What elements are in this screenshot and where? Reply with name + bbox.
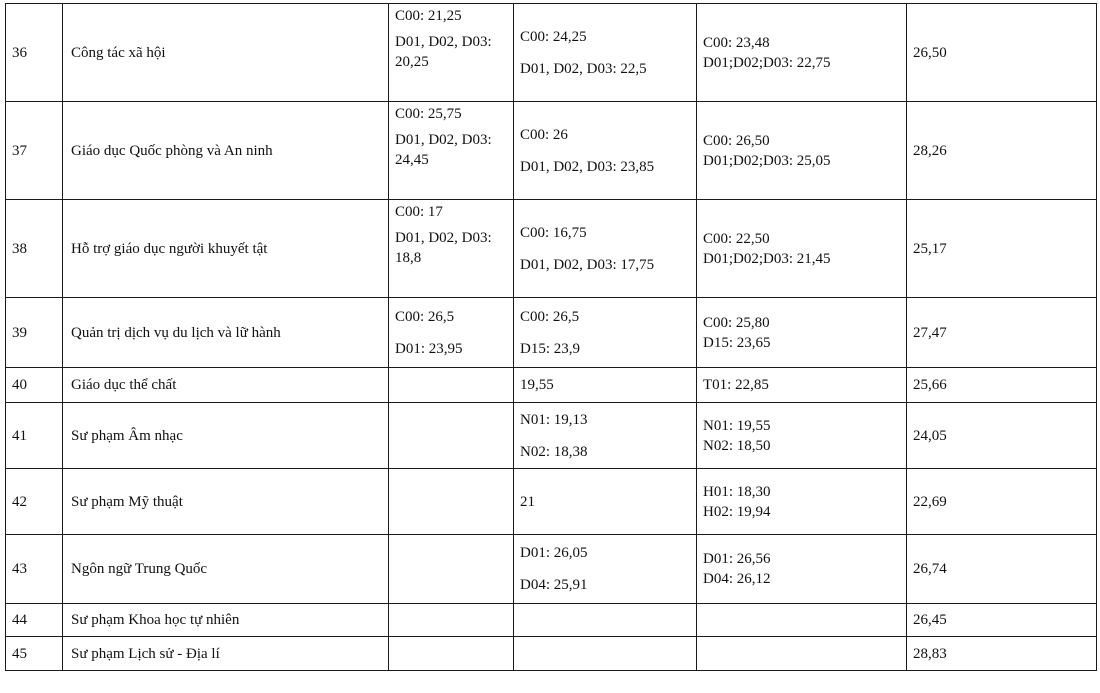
admission-scores-table bbox=[5, 3, 1097, 671]
table-row bbox=[6, 298, 1097, 368]
score-cell-year-3 bbox=[697, 637, 907, 671]
score-line: D15: 23,9 bbox=[520, 340, 580, 357]
row-number: 43 bbox=[6, 535, 63, 604]
score-line: D01, D02, D03: 22,5 bbox=[520, 60, 647, 77]
score-line: C00: 26 bbox=[520, 126, 568, 143]
major-name: Sư phạm Âm nhạc bbox=[63, 403, 389, 469]
score-cell-year-2 bbox=[514, 4, 697, 102]
score-cell-year-1 bbox=[389, 604, 514, 637]
major-name: Giáo dục Quốc phòng và An ninh bbox=[63, 102, 389, 200]
benchmark-score: 25,17 bbox=[907, 200, 1097, 298]
score-line: C00: 22,50 bbox=[703, 230, 770, 247]
score-line: C00: 23,48 bbox=[703, 34, 770, 51]
score-cell-year-1 bbox=[389, 535, 514, 604]
score-line: D01, D02, D03: 24,45 bbox=[395, 132, 492, 168]
score-line: C00: 16,75 bbox=[520, 224, 587, 241]
score-cell-year-3 bbox=[697, 298, 907, 368]
score-cell-year-1 bbox=[389, 4, 514, 102]
benchmark-score: 24,05 bbox=[907, 403, 1097, 469]
score-line: C00: 26,50 bbox=[703, 132, 770, 149]
table-row bbox=[6, 368, 1097, 403]
score-cell-year-2 bbox=[514, 102, 697, 200]
row-number: 45 bbox=[6, 637, 63, 671]
benchmark-score: 27,47 bbox=[907, 298, 1097, 368]
score-line: D01;D02;D03: 25,05 bbox=[703, 152, 831, 169]
score-cell-year-3 bbox=[697, 102, 907, 200]
score-cell-year-2 bbox=[514, 535, 697, 604]
benchmark-score: 28,83 bbox=[907, 637, 1097, 671]
score-cell-year-3 bbox=[697, 4, 907, 102]
benchmark-score: 26,74 bbox=[907, 535, 1097, 604]
score-cell-year-1 bbox=[389, 637, 514, 671]
score-cell-year-1 bbox=[389, 102, 514, 200]
score-cell-year-2 bbox=[514, 604, 697, 637]
score-line: N02: 18,50 bbox=[703, 437, 771, 454]
score-cell-year-3 bbox=[697, 368, 907, 403]
row-number: 38 bbox=[6, 200, 63, 298]
score-line: 21 bbox=[520, 493, 535, 510]
score-cell-year-3 bbox=[697, 535, 907, 604]
row-number: 40 bbox=[6, 368, 63, 403]
benchmark-score: 28,26 bbox=[907, 102, 1097, 200]
score-cell-year-3 bbox=[697, 200, 907, 298]
score-cell-year-1 bbox=[389, 469, 514, 535]
row-number: 36 bbox=[6, 4, 63, 102]
score-line: 19,55 bbox=[520, 377, 554, 393]
table-row bbox=[6, 604, 1097, 637]
row-number: 44 bbox=[6, 604, 63, 637]
score-cell-year-2 bbox=[514, 368, 697, 403]
score-cell-year-2 bbox=[514, 637, 697, 671]
score-line: D01: 26,05 bbox=[520, 545, 588, 561]
score-cell-year-1 bbox=[389, 368, 514, 403]
row-number: 37 bbox=[6, 102, 63, 200]
score-line: C00: 25,75 bbox=[395, 106, 462, 122]
table-row bbox=[6, 469, 1097, 535]
row-number: 41 bbox=[6, 403, 63, 469]
score-line: C00: 26,5 bbox=[520, 308, 580, 325]
score-cell-year-2 bbox=[514, 298, 697, 368]
score-line: N01: 19,55 bbox=[703, 417, 771, 434]
benchmark-score: 26,50 bbox=[907, 4, 1097, 102]
score-cell-year-2 bbox=[514, 403, 697, 469]
row-number: 42 bbox=[6, 469, 63, 535]
score-cell-year-3 bbox=[697, 469, 907, 535]
major-name: Công tác xã hội bbox=[63, 4, 389, 102]
score-line: D15: 23,65 bbox=[703, 334, 771, 351]
score-cell-year-3 bbox=[697, 403, 907, 469]
major-name: Ngôn ngữ Trung Quốc bbox=[63, 535, 389, 604]
major-name: Quản trị dịch vụ du lịch và lữ hành bbox=[63, 298, 389, 368]
row-number: 39 bbox=[6, 298, 63, 368]
score-line: D01, D02, D03: 18,8 bbox=[395, 230, 492, 266]
score-line: D01: 23,95 bbox=[395, 340, 463, 357]
score-line: D04: 25,91 bbox=[520, 577, 588, 593]
score-line: D01, D02, D03: 23,85 bbox=[520, 158, 655, 175]
table-row bbox=[6, 535, 1097, 604]
score-line: N02: 18,38 bbox=[520, 443, 588, 460]
major-name: Hỗ trợ giáo dục người khuyết tật bbox=[63, 200, 389, 298]
table-row bbox=[6, 637, 1097, 671]
score-cell-year-1 bbox=[389, 403, 514, 469]
table-row bbox=[6, 102, 1097, 200]
score-cell-year-2 bbox=[514, 469, 697, 535]
major-name: Sư phạm Khoa học tự nhiên bbox=[63, 604, 389, 637]
table-row bbox=[6, 403, 1097, 469]
score-line: C00: 26,5 bbox=[395, 308, 455, 325]
score-cell-year-1 bbox=[389, 298, 514, 368]
score-line: C00: 17 bbox=[395, 204, 443, 220]
score-cell-year-1 bbox=[389, 200, 514, 298]
score-line: D01: 26,56 bbox=[703, 551, 771, 567]
benchmark-score: 25,66 bbox=[907, 368, 1097, 403]
score-line: D04: 26,12 bbox=[703, 571, 771, 587]
score-line: N01: 19,13 bbox=[520, 411, 588, 428]
score-line: D01, D02, D03: 20,25 bbox=[395, 34, 492, 70]
score-line: D01, D02, D03: 17,75 bbox=[520, 256, 655, 273]
score-line: D01;D02;D03: 22,75 bbox=[703, 54, 831, 71]
score-cell-year-2 bbox=[514, 200, 697, 298]
major-name: Sư phạm Mỹ thuật bbox=[63, 469, 389, 535]
score-line: C00: 21,25 bbox=[395, 8, 462, 24]
major-name: Sư phạm Lịch sử - Địa lí bbox=[63, 637, 389, 671]
score-line: H02: 19,94 bbox=[703, 503, 771, 520]
score-line: D01;D02;D03: 21,45 bbox=[703, 250, 831, 267]
table-row bbox=[6, 4, 1097, 102]
table-row bbox=[6, 200, 1097, 298]
major-name: Giáo dục thể chất bbox=[63, 368, 389, 403]
benchmark-score: 22,69 bbox=[907, 469, 1097, 535]
score-line: C00: 25,80 bbox=[703, 314, 770, 331]
benchmark-score: 26,45 bbox=[907, 604, 1097, 637]
score-line: T01: 22,85 bbox=[703, 377, 769, 393]
score-cell-year-3 bbox=[697, 604, 907, 637]
score-line: H01: 18,30 bbox=[703, 483, 771, 500]
score-line: C00: 24,25 bbox=[520, 28, 587, 45]
